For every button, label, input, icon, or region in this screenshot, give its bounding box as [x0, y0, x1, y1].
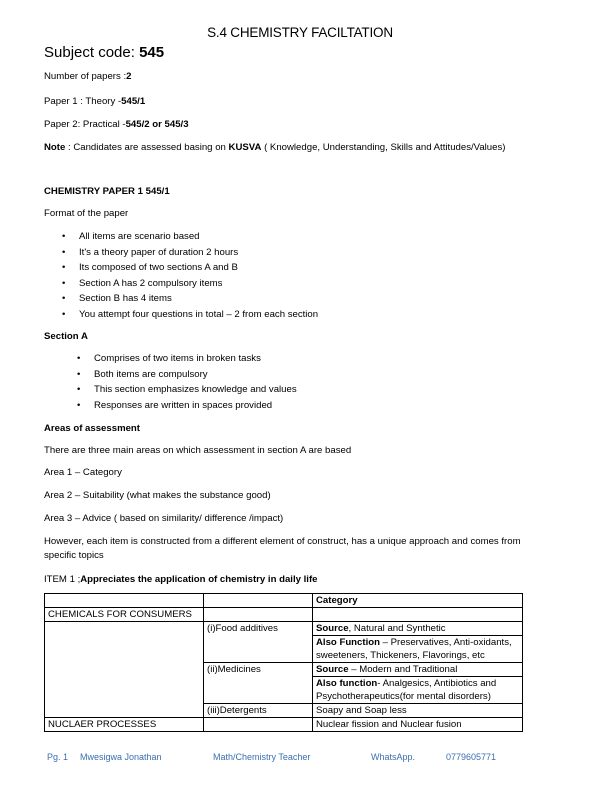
list-item: • It's a theory paper of duration 2 hours: [79, 247, 318, 263]
table-row: [45, 718, 523, 732]
category-table: [44, 593, 523, 732]
list-item: • Its composed of two sections A and B: [79, 262, 318, 278]
paper-2-value: 545/2 or 545/3: [125, 119, 189, 130]
also-function-label: Also function: [316, 678, 378, 689]
list-item: • This section emphasizes knowledge and values: [94, 384, 297, 400]
table-cell: [313, 608, 523, 622]
source-label: Source: [316, 664, 349, 675]
note-suffix: ( Knowledge, Understanding, Skills and Attitudes/Values): [261, 142, 506, 153]
subject-code: [44, 44, 164, 61]
footer-role: Math/Chemistry Teacher: [213, 752, 311, 762]
area-2: Area 2 – Suitability (what makes the substance good): [44, 490, 271, 501]
paper-2-label: Paper 2: Practical -: [44, 119, 126, 130]
table-row: [45, 608, 523, 622]
format-list: [79, 231, 318, 324]
table-cell-food-additives: (i)Food additives: [204, 622, 313, 663]
table-cell-medicines: (ii)Medicines: [204, 663, 313, 704]
table-cell-nuclear: NUCLAER PROCESSES: [45, 718, 204, 732]
table-cell-chemicals: CHEMICALS FOR CONSUMERS: [45, 608, 204, 622]
footer-whatsapp: WhatsApp.: [371, 752, 416, 762]
footer-page-number: Pg. 1: [47, 752, 69, 762]
list-item: • Responses are written in spaces provided: [94, 400, 297, 416]
table-cell: [204, 594, 313, 608]
table-cell-food-function: [313, 636, 523, 663]
paper-2-line: [44, 119, 189, 130]
subject-label: Subject code:: [44, 44, 140, 61]
paper-1-label: Paper 1 : Theory -: [44, 96, 122, 107]
also-function-label: Also Function: [316, 637, 380, 648]
table-cell: [45, 622, 204, 718]
list-item: • Section A has 2 compulsory items: [79, 278, 318, 294]
item-1-prefix: ITEM 1 ;: [44, 574, 81, 585]
med-source-value: – Modern and Traditional: [348, 664, 458, 675]
footer-author: Mwesigwa Jonathan: [80, 752, 162, 762]
table-row: [45, 594, 523, 608]
table-cell-detergents: (iii)Detergents: [204, 704, 313, 718]
list-item: • Both items are compulsory: [94, 369, 297, 385]
area-3: Area 3 – Advice ( based on similarity/ difference /impact): [44, 513, 284, 524]
list-item: • You attempt four questions in total – 2 from each section: [79, 309, 318, 325]
source-label: Source: [316, 623, 349, 634]
note-prefix: : Candidates are assessed basing on: [65, 142, 229, 153]
paper-1-heading: CHEMISTRY PAPER 1 545/1: [44, 186, 170, 197]
paper-1-line: [44, 96, 145, 107]
list-item: • Section B has 4 items: [79, 293, 318, 309]
food-source-value: , Natural and Synthetic: [348, 623, 446, 634]
table-cell: [204, 718, 313, 732]
item-1-text: Appreciates the application of chemistry in daily life: [80, 574, 318, 585]
note-kusva: KUSVA: [228, 142, 262, 153]
however-paragraph: However, each item is constructed from a different element of construct, has a unique approach and comes from specific topics: [44, 536, 521, 561]
paper-1-value: 545/1: [121, 96, 146, 107]
table-cell-food-source: [313, 622, 523, 636]
note-label: Note: [44, 142, 66, 153]
page-title: S.4 CHEMISTRY FACILTATION: [207, 25, 393, 40]
section-a-heading: Section A: [44, 331, 88, 342]
table-cell: [204, 608, 313, 622]
format-label: Format of the paper: [44, 208, 129, 219]
number-of-papers: [44, 71, 131, 82]
number-of-papers-value: 2: [126, 71, 132, 82]
table-cell-nuclear-value: Nuclear fission and Nuclear fusion: [313, 718, 523, 732]
footer-phone: 0779605771: [446, 752, 497, 762]
table-row: [45, 622, 523, 636]
areas-heading: Areas of assessment: [44, 423, 140, 434]
number-of-papers-label: Number of papers :: [44, 71, 127, 82]
section-a-list: [94, 353, 297, 415]
list-item: • Comprises of two items in broken tasks: [94, 353, 297, 369]
table-cell: [45, 594, 204, 608]
area-1: Area 1 – Category: [44, 467, 122, 478]
table-cell-med-source: [313, 663, 523, 677]
med-function-value: - Analgesics, Antibiotics and Psychotherapeutics(for mental disorders): [316, 678, 497, 702]
item-1-heading: [44, 574, 318, 585]
table-header-category: Category: [313, 594, 523, 608]
subject-code-value: 545: [139, 44, 165, 61]
table-cell-detergents-value: Soapy and Soap less: [313, 704, 523, 718]
note-line: [44, 142, 505, 153]
areas-intro: There are three main areas on which assessment in section A are based: [44, 445, 352, 456]
list-item: • All items are scenario based: [79, 231, 318, 247]
food-function-value: – Preservatives, Anti-oxidants, sweeteners, Thickeners, Flavorings, etc: [316, 637, 512, 661]
table-cell-med-function: [313, 677, 523, 704]
